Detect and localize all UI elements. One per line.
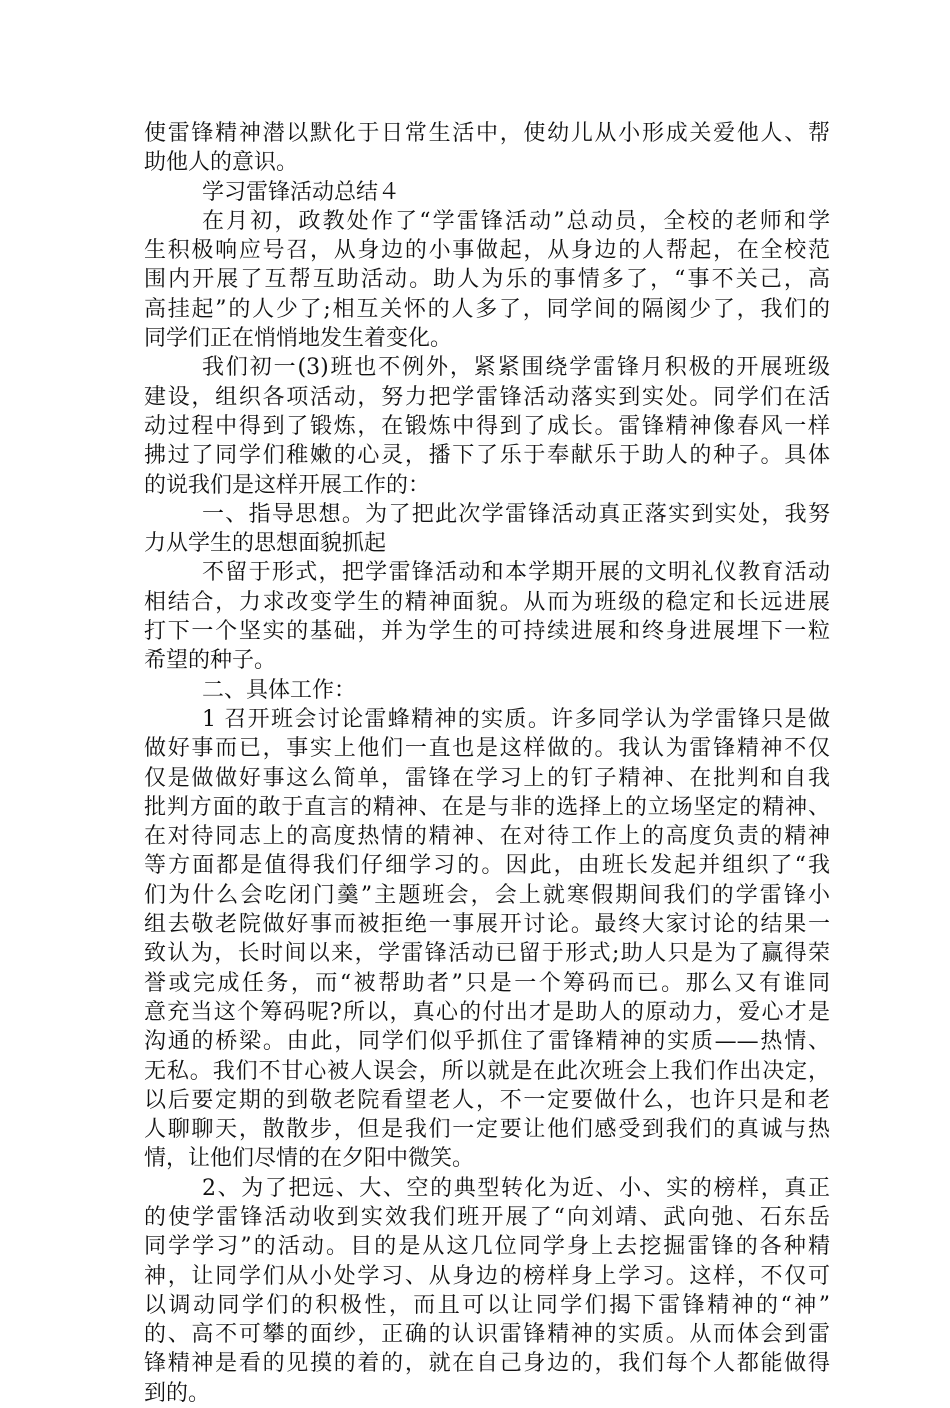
document-body [144,119,830,1408]
text-line: 建设，组织各项活动，努力把学雷锋活动落实到实处。同学们在活 [144,384,830,410]
text-line: 围内开展了互帮互助活动。助人为乐的事情多了，“事不关己，高 [144,267,830,293]
text-line: 同学学习”的活动。目的是从这几位同学身上去挖掘雷锋的各种精 [144,1234,830,1260]
text-line: 批判方面的敢于直言的精神、在是与非的选择上的立场坚定的精神、 [144,794,830,820]
text-line: 锋精神是看的见摸的着的，就在自己身边的，我们每个人都能做得 [144,1351,830,1377]
text-line: 不留于形式，把学雷锋活动和本学期开展的文明礼仪教育活动 [202,560,830,586]
text-line: 学习雷锋活动总结４ [202,179,401,205]
text-line: 动过程中得到了锻炼，在锻炼中得到了成长。雷锋精神像春风一样 [144,413,830,439]
text-line: 打下一个坚实的基础，并为学生的可持续进展和终身进展埋下一粒 [144,619,830,645]
text-line: 希望的种子。 [144,648,277,674]
text-line: 组去敬老院做好事而被拒绝一事展开讨论。最终大家讨论的结果一 [144,912,830,938]
text-line: 在对待同志上的高度热情的精神、在对待工作上的高度负责的精神 [144,824,830,850]
text-line: 相结合，力求改变学生的精神面貌。从而为班级的稳定和长远进展 [144,589,830,615]
text-line: 我们初一(3)班也不例外，紧紧围绕学雷锋月积极的开展班级 [202,355,830,381]
text-line: 的说我们是这样开展工作的： [144,472,431,498]
text-line: 到的。 [144,1380,211,1406]
text-line: 仅是做做好事这么简单，雷锋在学习上的钉子精神、在批判和自我 [144,765,830,791]
text-line: 拂过了同学们稚嫩的心灵，播下了乐于奉献乐于助人的种子。具体 [144,443,830,469]
text-line: 做好事而已，事实上他们一直也是这样做的。我认为雷锋精神不仅 [144,736,830,762]
text-line: 生积极响应号召，从身边的小事做起，从身边的人帮起，在全校范 [144,238,830,264]
text-line: 的、高不可攀的面纱，正确的认识雷锋精神的实质。从而体会到雷 [144,1322,830,1348]
text-line: 助他人的意识。 [144,150,299,176]
text-line: 同学们正在悄悄地发生着变化。 [144,326,453,352]
text-line: 等方面都是值得我们仔细学习的。因此，由班长发起并组织了“我 [144,853,830,879]
text-line: 的使学雷锋活动收到实效我们班开展了“向刘靖、武向弛、石东岳 [144,1204,830,1230]
text-line: 神，让同学们从小处学习、从身边的榜样身上学习。这样，不仅可 [144,1263,830,1289]
text-line: 以后要定期的到敬老院看望老人，不一定要做什么，也许只是和老 [144,1087,830,1113]
text-line: 以调动同学们的积极性，而且可以让同学们揭下雷锋精神的“神” [144,1292,830,1318]
text-line: 使雷锋精神潜以默化于日常生活中，使幼儿从小形成关爱他人、帮 [144,121,830,146]
text-line: 力从学生的思想面貌抓起 [144,531,387,557]
text-line: 无私。我们不甘心被人误会，所以就是在此次班会上我们作出决定， [144,1058,830,1084]
text-line: 二、具体工作： [202,677,357,703]
text-line: 情，让他们尽情的在夕阳中微笑。 [144,1146,475,1172]
text-line: 沟通的桥梁。由此，同学们似乎抓住了雷锋精神的实质——热情、 [144,1029,830,1055]
text-line: 人聊聊天，散散步，但是我们一定要让他们感受到我们的真诚与热 [144,1117,830,1143]
text-line: 在月初，政教处作了“学雷锋活动”总动员，全校的老师和学 [202,208,830,234]
text-line: 1 召开班会讨论雷蜂精神的实质。许多同学认为学雷锋只是做 [202,706,830,732]
text-line: 们为什么会吃闭门羹”主题班会，会上就寒假期间我们的学雷锋小 [144,882,830,908]
text-line: 一、指导思想。为了把此次学雷锋活动真正落实到实处，我努 [202,501,830,527]
text-line: 2、为了把远、大、空的典型转化为近、小、实的榜样，真正 [202,1175,830,1201]
text-line: 意充当这个筹码呢?所以，真心的付出才是助人的原动力，爱心才是 [144,999,830,1025]
text-line: 誉或完成任务，而“被帮助者”只是一个筹码而已。那么又有谁同 [144,970,830,996]
text-line: 致认为，长时间以来，学雷锋活动已留于形式;助人只是为了赢得荣 [144,941,830,967]
text-line: 高挂起”的人少了;相互关怀的人多了，同学间的隔阂少了，我们的 [144,296,830,322]
